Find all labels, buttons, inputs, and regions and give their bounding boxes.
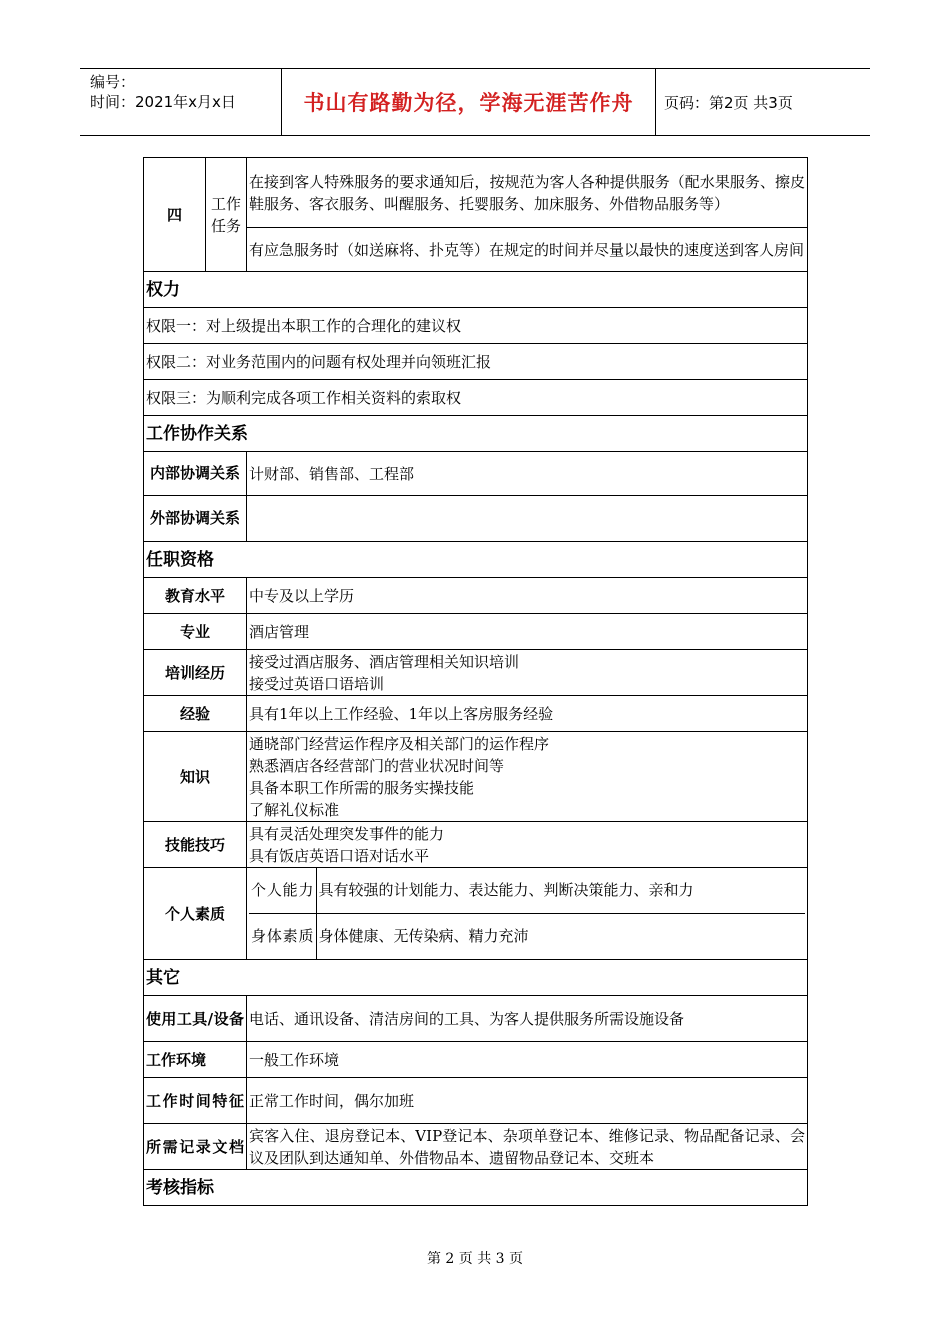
knowledge-value [247, 732, 808, 822]
cooperation-title: 工作协作关系 [144, 416, 808, 452]
docs-value: 宾客入住、退房登记本、VIP登记本、杂项单登记本、维修记录、物品配备记录、会议及团队到达通知单、外借物品本、遗留物品登记本、交班本 [247, 1124, 808, 1170]
authority-item-3: 权限三：为顺利完成各项工作相关资料的索取权 [144, 380, 808, 416]
education-label: 教育水平 [144, 578, 247, 614]
personal-label: 个人素质 [144, 868, 247, 960]
assessment-title: 考核指标 [144, 1170, 808, 1206]
training-line: 接受过酒店服务、酒店管理相关知识培训 [249, 652, 520, 671]
major-label: 专业 [144, 614, 247, 650]
knowledge-line: 通晓部门经营运作程序及相关部门的运作程序 [249, 734, 550, 753]
personal-quality-table [249, 868, 805, 959]
external-value [247, 496, 808, 542]
job-description-table [143, 157, 808, 1206]
header-meta [80, 69, 282, 135]
env-value: 一般工作环境 [247, 1042, 808, 1078]
knowledge-line: 熟悉酒店各经营部门的营业状况时间等 [249, 756, 505, 775]
task-row-1 [144, 158, 808, 228]
knowledge-line: 了解礼仪标准 [249, 800, 340, 819]
page-footer: 第 2 页 共 3 页 [426, 1251, 524, 1267]
physical-label: 身体素质 [249, 913, 316, 959]
time-label: 时间：2021年x月x日 [90, 93, 236, 111]
header-page-label: 页码：第2页 共3页 [664, 93, 793, 112]
training-line: 接受过英语口语培训 [249, 674, 385, 693]
other-title: 其它 [144, 960, 808, 996]
personal-quality-cell [247, 868, 808, 960]
skills-line: 具有饭店英语口语对话水平 [249, 846, 430, 865]
time-feature-label: 工作时间特征 [144, 1078, 247, 1124]
skills-label: 技能技巧 [144, 822, 247, 868]
skills-value [247, 822, 808, 868]
task-item-1: 在接到客人特殊服务的要求通知后，按规范为客人各种提供服务（配水果服务、擦皮鞋服务、客衣服务、叫醒服务、托婴服务、加床服务、外借物品服务等） [247, 158, 808, 228]
external-label: 外部协调关系 [144, 496, 247, 542]
training-label: 培训经历 [144, 650, 247, 696]
task-item-2: 有应急服务时（如送麻将、扑克等）在规定的时间并尽量以最快的速度送到客人房间 [247, 228, 808, 272]
ability-label: 个人能力 [249, 868, 316, 913]
experience-value: 具有1年以上工作经验、1年以上客房服务经验 [247, 696, 808, 732]
experience-label: 经验 [144, 696, 247, 732]
time-feature-value: 正常工作时间，偶尔加班 [247, 1078, 808, 1124]
tools-value: 电话、通讯设备、清洁房间的工具、为客人提供服务所需设施设备 [247, 996, 808, 1042]
authority-title: 权力 [144, 272, 808, 308]
major-value: 酒店管理 [247, 614, 808, 650]
authority-item-2: 权限二：对业务范围内的问题有权处理并向领班汇报 [144, 344, 808, 380]
authority-item-1: 权限一：对上级提出本职工作的合理化的建议权 [144, 308, 808, 344]
ability-value: 具有较强的计划能力、表达能力、判断决策能力、亲和力 [316, 868, 805, 913]
training-value [247, 650, 808, 696]
education-value: 中专及以上学历 [247, 578, 808, 614]
task-label: 工作任务 [206, 158, 247, 272]
knowledge-line: 具备本职工作所需的服务实操技能 [249, 778, 475, 797]
header-motto: 书山有路勤为径，学海无涯苦作舟 [282, 69, 656, 135]
internal-label: 内部协调关系 [144, 452, 247, 496]
knowledge-label: 知识 [144, 732, 247, 822]
internal-value: 计财部、销售部、工程部 [247, 452, 808, 496]
physical-value: 身体健康、无传染病、精力充沛 [316, 913, 805, 959]
tools-label: 使用工具/设备 [144, 996, 247, 1042]
skills-line: 具有灵活处理突发事件的能力 [249, 824, 445, 843]
docs-label: 所需记录文档 [144, 1124, 247, 1170]
number-label: 编号： [90, 73, 136, 91]
task-index: 四 [144, 158, 206, 272]
env-label: 工作环境 [144, 1042, 247, 1078]
page-header [80, 68, 870, 136]
qualification-title: 任职资格 [144, 542, 808, 578]
